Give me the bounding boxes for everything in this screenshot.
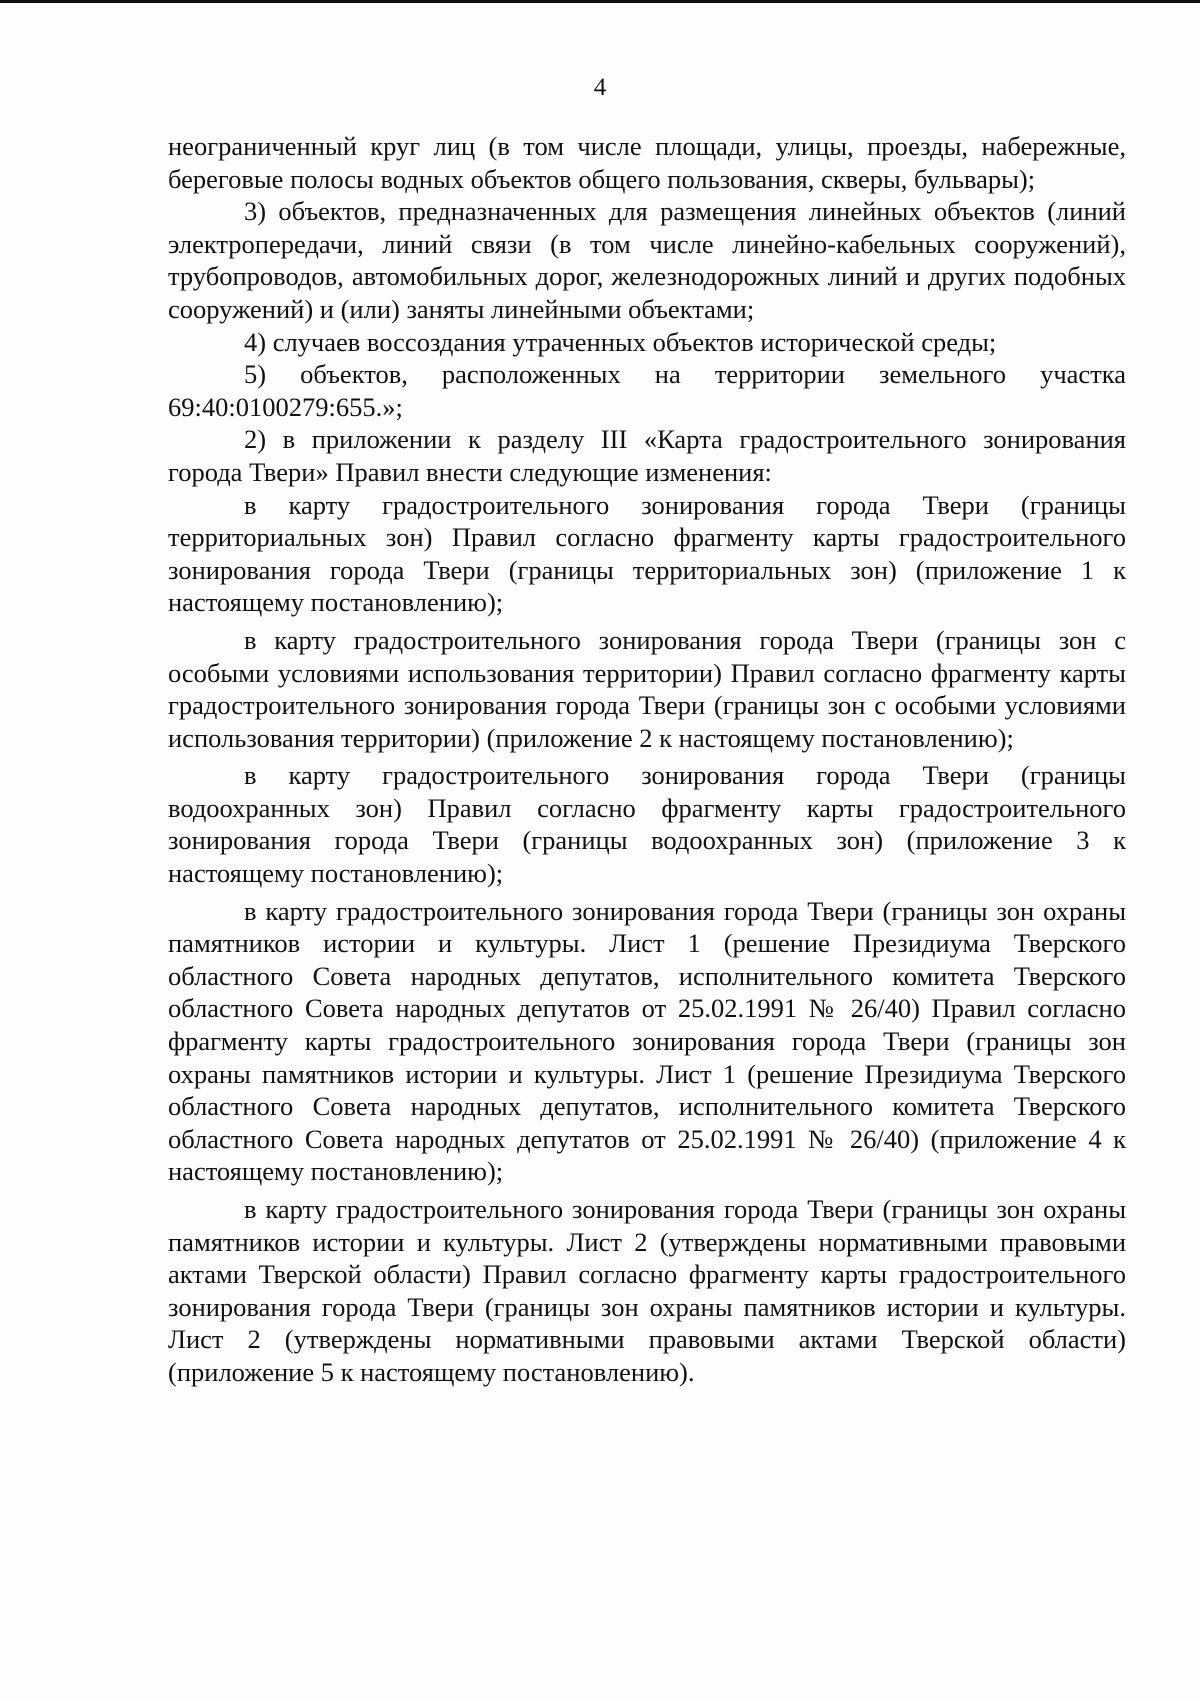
paragraph-appendix-3: в карту градостроительного зонирования города Твери (границы водоохранных зон) Правил согласно фрагменту карты градостроительного зонирования города Твери (границы водоохранных зон) (приложение 3 к настоящему постановлению);	[168, 760, 1126, 889]
paragraph-appendix-5: в карту градостроительного зонирования города Твери (границы зон охраны памятников истории и культуры. Лист 2 (утверждены нормативными правовыми актами Тверской области) Правил согласно фрагменту карты градостроительного зонирования города Твери (границы зон охраны памятников истории и культуры. Лист 2 (утверждены нормативными правовыми актами Тверской области) (приложение 5 к настоящему постановлению).	[168, 1194, 1126, 1387]
paragraph-item-4: 4) случаев воссоздания утраченных объектов исторической среды;	[244, 326, 997, 357]
paragraph-appendix-2: в карту градостроительного зонирования города Твери (границы зон с особыми условиями использования территории) Правил согласно фрагменту карты градостроительного зонирования города Твери (границы зон с особыми условиями использования территории) (приложение 2 к настоящему постановлению);	[168, 624, 1126, 753]
paragraph-item-3: 3) объектов, предназначенных для размещения линейных объектов (линий электропередачи, линий связи (в том числе линейно-кабельных сооружений), трубопроводов, автомобильных дорог, железнодорожных линий и других подобных сооружений) и (или) заняты линейными объектами;	[168, 196, 1126, 324]
paragraph-appendix-1: в карту градостроительного зонирования города Твери (границы территориальных зон) Правил согласно фрагменту карты градостроительного зонирования города Твери (границы территориальных зон) (приложение 1 к настоящему постановлению);	[168, 489, 1126, 618]
paragraph-appendix-4: в карту градостроительного зонирования города Твери (границы зон охраны памятников истории и культуры. Лист 1 (решение Президиума Тверского областного Совета народных депутатов, исполнительного комитета Тверского областного Совета народных депутатов от 25.02.1991 № 26/40) Правил согласно фрагменту карты градостроительного зонирования города Твери (границы зон охраны памятников истории и культуры. Лист 1 (решение Президиума Тверского областного Совета народных депутатов, исполнительного комитета Тверского областного Совета народных депутатов от 25.02.1991 № 26/40) (приложение 4 к настоящему постановлению);	[168, 895, 1126, 1187]
page-number: 4	[593, 74, 607, 101]
scan-top-edge	[0, 0, 1200, 3]
document-body	[168, 130, 1126, 1389]
paragraph-item-5: 5) объектов, расположенных на территории земельного участка 69:40:0100279:655.»;	[168, 359, 1126, 422]
paragraph-amendment-2: 2) в приложении к разделу III «Карта градостроительного зонирования города Твери» Правил внести следующие изменения:	[168, 424, 1126, 487]
paragraph-continuation: неограниченный круг лиц (в том числе площади, улицы, проезды, набережные, береговые полосы водных объектов общего пользования, скверы, бульвары);	[168, 131, 1126, 194]
